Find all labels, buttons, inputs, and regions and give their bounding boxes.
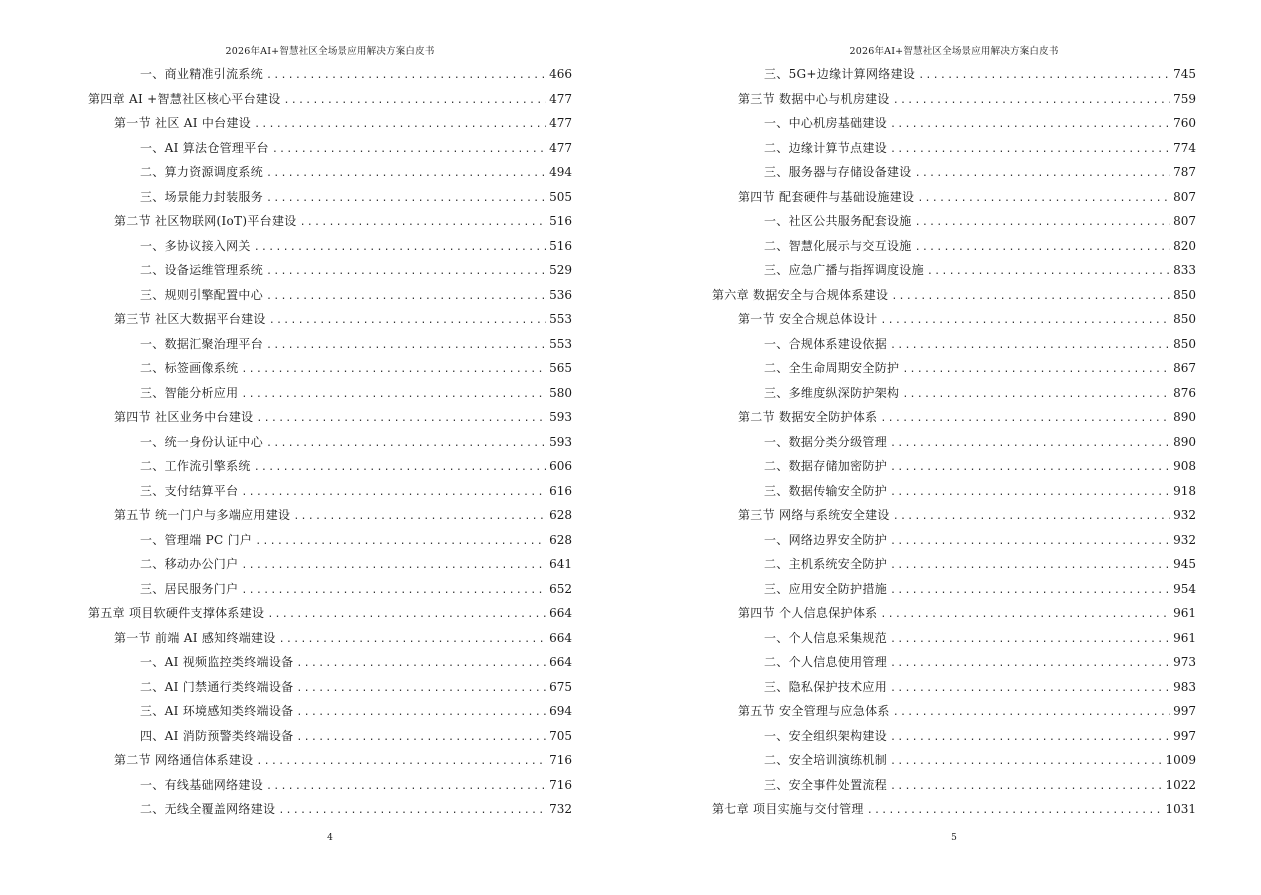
toc-leader-dots — [241, 383, 546, 408]
toc-entry-title: 一、个人信息采集规范 — [764, 630, 888, 645]
toc-entry-title: 第三节 社区大数据平台建设 — [114, 312, 266, 326]
toc-entry-page: 932 — [1173, 508, 1196, 522]
toc-entry[interactable] — [88, 699, 572, 724]
toc-leader-dots — [893, 89, 1170, 114]
toc-leader-dots — [296, 726, 546, 751]
toc-leader-dots — [254, 456, 546, 481]
toc-entry[interactable] — [712, 552, 1196, 577]
toc-entry-title: 四、AI 消防预警类终端设备 — [140, 728, 294, 743]
toc-entry-page: 593 — [549, 434, 572, 449]
toc-entry[interactable] — [88, 773, 572, 798]
toc-entry-page: 983 — [1173, 679, 1196, 694]
toc-entry[interactable] — [88, 136, 572, 161]
toc-entry-page: 1031 — [1165, 802, 1196, 816]
toc-entry-title: 第四章 AI +智慧社区核心平台建设 — [88, 91, 281, 106]
toc-entry-page: 760 — [1173, 116, 1196, 130]
toc-leader-dots — [266, 285, 546, 310]
toc-entry-page: 787 — [1173, 165, 1196, 179]
toc-entry[interactable] — [712, 454, 1196, 479]
toc-entry[interactable] — [712, 62, 1196, 87]
toc-entry-page: 628 — [549, 508, 572, 522]
toc-leader-dots — [241, 358, 546, 383]
toc-list — [712, 62, 1196, 822]
toc-entry-page: 516 — [549, 238, 572, 253]
toc-leader-dots — [890, 334, 1170, 359]
toc-entry[interactable] — [88, 797, 572, 822]
toc-entry-title: 一、网络边界安全防护 — [764, 532, 888, 547]
toc-entry-page: 1022 — [1165, 777, 1196, 792]
toc-entry-page: 1009 — [1165, 753, 1196, 767]
toc-leader-dots — [266, 162, 546, 187]
toc-entry-title: 第四节 个人信息保护体系 — [738, 606, 878, 620]
toc-leader-dots — [890, 530, 1170, 555]
toc-leader-dots — [266, 260, 546, 285]
toc-entry-page: 641 — [549, 557, 572, 571]
toc-entry-title: 二、设备运维管理系统 — [140, 263, 264, 277]
toc-page-right — [712, 0, 1196, 895]
toc-leader-dots — [256, 750, 546, 775]
toc-entry-title: 三、隐私保护技术应用 — [764, 679, 888, 694]
toc-leader-dots — [890, 456, 1170, 481]
toc-entry-page: 867 — [1173, 361, 1196, 375]
toc-entry[interactable] — [88, 185, 572, 210]
toc-leader-dots — [293, 505, 546, 530]
toc-entry-title: 一、安全组织架构建设 — [764, 728, 888, 743]
toc-entry-page: 820 — [1173, 238, 1196, 253]
toc-entry[interactable] — [712, 405, 1196, 430]
toc-entry-title: 一、中心机房基础建设 — [764, 116, 888, 130]
toc-entry-title: 三、居民服务门户 — [140, 581, 239, 596]
toc-entry-page: 580 — [549, 385, 572, 400]
toc-leader-dots — [880, 603, 1170, 628]
toc-leader-dots — [296, 701, 546, 726]
toc-entry-page: 945 — [1173, 557, 1196, 571]
toc-leader-dots — [296, 652, 546, 677]
toc-entry[interactable] — [712, 307, 1196, 332]
toc-entry-page: 890 — [1173, 410, 1196, 424]
toc-entry-title: 二、数据存储加密防护 — [764, 459, 888, 473]
toc-entry-title: 二、主机系统安全防护 — [764, 557, 888, 571]
toc-entry[interactable] — [88, 332, 572, 357]
toc-entry-title: 第七章 项目实施与交付管理 — [712, 802, 864, 816]
toc-leader-dots — [890, 775, 1162, 800]
toc-entry-title: 一、管理端 PC 门户 — [140, 532, 253, 547]
toc-entry-page: 807 — [1173, 214, 1196, 228]
toc-entry-title: 一、商业精准引流系统 — [140, 67, 264, 81]
toc-leader-dots — [278, 799, 546, 824]
toc-entry[interactable] — [712, 356, 1196, 381]
toc-entry[interactable] — [88, 209, 572, 234]
toc-entry-title: 第二节 社区物联网(IoT)平台建设 — [114, 214, 297, 228]
toc-entry[interactable] — [88, 160, 572, 185]
toc-entry-title: 三、数据传输安全防护 — [764, 483, 888, 498]
toc-entry[interactable] — [712, 332, 1196, 357]
running-header: 2026年AI+智慧社区全场景应用解决方案白皮书 — [849, 46, 1059, 57]
toc-entry[interactable] — [88, 283, 572, 308]
toc-entry-title: 三、应急广播与指挥调度设施 — [764, 263, 924, 277]
toc-entry-page: 477 — [549, 140, 572, 155]
toc-entry-page: 664 — [549, 655, 572, 669]
toc-entry[interactable] — [712, 479, 1196, 504]
toc-entry-title: 三、支付结算平台 — [140, 483, 239, 498]
toc-entry-page: 833 — [1173, 263, 1196, 277]
toc-entry[interactable] — [712, 797, 1196, 822]
toc-entry-page: 565 — [549, 361, 572, 375]
toc-entry-title: 一、数据分类分级管理 — [764, 434, 888, 449]
toc-entry-title: 二、无线全覆盖网络建设 — [140, 802, 276, 816]
toc-leader-dots — [891, 285, 1170, 310]
toc-entry-page: 593 — [549, 410, 572, 424]
toc-entry-page: 675 — [549, 679, 572, 694]
toc-entry[interactable] — [712, 160, 1196, 185]
toc-entry-page: 616 — [549, 483, 572, 498]
toc-entry[interactable] — [88, 601, 572, 626]
toc-leader-dots — [890, 628, 1170, 653]
toc-entry-page: 908 — [1173, 459, 1196, 473]
toc-leader-dots — [266, 775, 546, 800]
toc-entry-page: 505 — [549, 189, 572, 204]
toc-entry[interactable] — [88, 577, 572, 602]
toc-entry-title: 二、算力资源调度系统 — [140, 165, 264, 179]
toc-entry[interactable] — [712, 724, 1196, 749]
toc-leader-dots — [915, 162, 1170, 187]
toc-leader-dots — [284, 89, 547, 114]
toc-leader-dots — [890, 677, 1170, 702]
toc-entry[interactable] — [712, 773, 1196, 798]
toc-entry-page: 997 — [1173, 728, 1196, 743]
toc-leader-dots — [890, 579, 1170, 604]
toc-entry-page: 918 — [1173, 483, 1196, 498]
toc-entry-title: 第五节 安全管理与应急体系 — [738, 704, 890, 718]
toc-entry-page: 876 — [1173, 385, 1196, 400]
toc-entry[interactable] — [88, 454, 572, 479]
toc-entry[interactable] — [88, 405, 572, 430]
toc-leader-dots — [254, 113, 546, 138]
page-number: 5 — [951, 833, 957, 843]
toc-entry-title: 第一节 前端 AI 感知终端建设 — [114, 630, 276, 645]
toc-entry-title: 三、AI 环境感知类终端设备 — [140, 704, 294, 718]
toc-entry-title: 一、多协议接入网关 — [140, 238, 251, 253]
toc-entry-page: 652 — [549, 581, 572, 596]
toc-leader-dots — [272, 138, 546, 163]
toc-entry[interactable] — [88, 479, 572, 504]
toc-entry-title: 三、多维度纵深防护架构 — [764, 385, 900, 400]
toc-entry-title: 二、移动办公门户 — [140, 557, 239, 571]
toc-entry-title: 二、个人信息使用管理 — [764, 655, 888, 669]
toc-leader-dots — [890, 726, 1170, 751]
toc-entry[interactable] — [88, 87, 572, 112]
toc-leader-dots — [267, 603, 546, 628]
toc-entry[interactable] — [88, 258, 572, 283]
toc-entry-page: 694 — [549, 704, 572, 718]
toc-leader-dots — [902, 383, 1170, 408]
toc-entry-page: 536 — [549, 287, 572, 302]
toc-entry[interactable] — [88, 675, 572, 700]
toc-entry-page: 529 — [549, 263, 572, 277]
toc-leader-dots — [893, 701, 1170, 726]
toc-entry-page: 664 — [549, 606, 572, 620]
toc-entry-title: 三、应用安全防护措施 — [764, 581, 888, 596]
toc-entry-page: 705 — [549, 728, 572, 743]
toc-entry[interactable] — [88, 111, 572, 136]
toc-entry-title: 第四节 配套硬件与基础设施建设 — [738, 189, 915, 204]
toc-leader-dots — [890, 652, 1170, 677]
toc-leader-dots — [890, 750, 1162, 775]
toc-entry[interactable] — [88, 650, 572, 675]
toc-entry-page: 606 — [549, 459, 572, 473]
toc-entry-page: 932 — [1173, 532, 1196, 547]
page-number: 4 — [327, 833, 333, 843]
toc-leader-dots — [880, 309, 1170, 334]
toc-leader-dots — [256, 407, 546, 432]
toc-entry[interactable] — [712, 136, 1196, 161]
toc-entry[interactable] — [88, 430, 572, 455]
toc-entry-title: 三、规则引擎配置中心 — [140, 287, 264, 302]
toc-leader-dots — [890, 432, 1170, 457]
toc-entry-title: 一、合规体系建设依据 — [764, 336, 888, 351]
toc-list — [88, 62, 572, 822]
toc-entry-page: 745 — [1173, 67, 1196, 81]
toc-leader-dots — [266, 187, 546, 212]
toc-entry-page: 716 — [549, 753, 572, 767]
toc-entry-title: 二、边缘计算节点建设 — [764, 140, 888, 155]
toc-entry-title: 第四节 社区业务中台建设 — [114, 410, 254, 424]
toc-leader-dots — [269, 309, 546, 334]
toc-entry-title: 一、社区公共服务配套设施 — [764, 214, 912, 228]
toc-entry[interactable] — [712, 430, 1196, 455]
toc-entry[interactable] — [712, 234, 1196, 259]
toc-entry[interactable] — [712, 87, 1196, 112]
toc-entry[interactable] — [712, 503, 1196, 528]
toc-entry-page: 850 — [1173, 312, 1196, 326]
toc-entry-title: 二、安全培训演练机制 — [764, 753, 888, 767]
toc-entry-page: 890 — [1173, 434, 1196, 449]
toc-leader-dots — [915, 211, 1170, 236]
toc-entry[interactable] — [712, 626, 1196, 651]
toc-entry[interactable] — [712, 111, 1196, 136]
toc-entry-title: 一、数据汇聚治理平台 — [140, 336, 264, 351]
toc-entry-title: 第一节 安全合规总体设计 — [738, 312, 878, 326]
toc-entry-title: 三、服务器与存储设备建设 — [764, 165, 912, 179]
toc-entry[interactable] — [88, 381, 572, 406]
toc-leader-dots — [890, 481, 1170, 506]
toc-entry[interactable] — [712, 650, 1196, 675]
toc-entry[interactable] — [88, 528, 572, 553]
toc-entry-page: 516 — [549, 214, 572, 228]
toc-entry-page: 477 — [549, 91, 572, 106]
toc-entry-page: 759 — [1173, 91, 1196, 106]
toc-entry-title: 第二节 数据安全防护体系 — [738, 410, 878, 424]
toc-leader-dots — [915, 236, 1170, 261]
toc-leader-dots — [255, 530, 546, 555]
toc-leader-dots — [241, 579, 546, 604]
toc-leader-dots — [890, 113, 1170, 138]
toc-entry-title: 二、智慧化展示与交互设施 — [764, 238, 912, 253]
toc-entry-title: 二、AI 门禁通行类终端设备 — [140, 679, 294, 694]
toc-entry-title: 二、全生命周期安全防护 — [764, 361, 900, 375]
toc-entry[interactable] — [712, 209, 1196, 234]
toc-entry-title: 第一节 社区 AI 中台建设 — [114, 116, 252, 130]
toc-leader-dots — [241, 481, 546, 506]
toc-leader-dots — [917, 187, 1170, 212]
toc-entry[interactable] — [88, 724, 572, 749]
toc-entry[interactable] — [712, 381, 1196, 406]
toc-leader-dots — [254, 236, 546, 261]
toc-leader-dots — [893, 505, 1170, 530]
toc-entry-title: 二、标签画像系统 — [140, 361, 239, 375]
toc-entry-page: 954 — [1173, 581, 1196, 596]
toc-entry[interactable] — [88, 234, 572, 259]
toc-entry[interactable] — [88, 503, 572, 528]
toc-entry-title: 一、有线基础网络建设 — [140, 777, 264, 792]
toc-entry[interactable] — [88, 62, 572, 87]
toc-entry[interactable] — [712, 699, 1196, 724]
toc-entry-title: 第二节 网络通信体系建设 — [114, 753, 254, 767]
toc-entry-page: 973 — [1173, 655, 1196, 669]
toc-leader-dots — [880, 407, 1170, 432]
toc-entry-page: 664 — [549, 630, 572, 645]
toc-entry-title: 三、5G+边缘计算网络建设 — [764, 67, 916, 81]
toc-entry-title: 三、智能分析应用 — [140, 385, 239, 400]
running-header: 2026年AI+智慧社区全场景应用解决方案白皮书 — [225, 46, 435, 57]
toc-leader-dots — [241, 554, 546, 579]
toc-entry[interactable] — [712, 601, 1196, 626]
toc-entry[interactable] — [88, 307, 572, 332]
toc-entry[interactable] — [88, 626, 572, 651]
toc-entry-title: 第六章 数据安全与合规体系建设 — [712, 287, 889, 302]
toc-leader-dots — [266, 64, 546, 89]
toc-entry-page: 774 — [1173, 140, 1196, 155]
toc-entry[interactable] — [712, 577, 1196, 602]
toc-entry-title: 一、统一身份认证中心 — [140, 434, 264, 449]
toc-entry-page: 477 — [549, 116, 572, 130]
toc-leader-dots — [927, 260, 1170, 285]
toc-entry[interactable] — [712, 185, 1196, 210]
toc-entry-title: 第三节 网络与系统安全建设 — [738, 508, 890, 522]
toc-entry-page: 807 — [1173, 189, 1196, 204]
toc-entry-title: 三、安全事件处置流程 — [764, 777, 888, 792]
toc-entry[interactable] — [712, 528, 1196, 553]
toc-entry-title: 一、AI 视频监控类终端设备 — [140, 655, 294, 669]
toc-entry-title: 二、工作流引擎系统 — [140, 459, 251, 473]
toc-entry[interactable] — [712, 675, 1196, 700]
toc-entry[interactable] — [712, 283, 1196, 308]
toc-entry-page: 494 — [549, 165, 572, 179]
toc-entry-title: 三、场景能力封装服务 — [140, 189, 264, 204]
toc-entry-title: 一、AI 算法仓管理平台 — [140, 140, 269, 155]
toc-entry-page: 553 — [549, 312, 572, 326]
toc-leader-dots — [296, 677, 546, 702]
toc-entry-page: 716 — [549, 777, 572, 792]
toc-entry-page: 997 — [1173, 704, 1196, 718]
toc-entry-page: 961 — [1173, 606, 1196, 620]
toc-entry-page: 553 — [549, 336, 572, 351]
toc-entry[interactable] — [712, 748, 1196, 773]
toc-entry-page: 850 — [1173, 287, 1196, 302]
toc-entry-page: 732 — [549, 802, 572, 816]
toc-leader-dots — [867, 799, 1163, 824]
toc-page-left — [88, 0, 572, 895]
toc-entry[interactable] — [88, 748, 572, 773]
toc-entry-page: 466 — [549, 67, 572, 81]
toc-leader-dots — [902, 358, 1170, 383]
toc-leader-dots — [890, 138, 1170, 163]
toc-leader-dots — [890, 554, 1170, 579]
toc-entry[interactable] — [712, 258, 1196, 283]
toc-leader-dots — [266, 432, 546, 457]
toc-entry-page: 961 — [1173, 630, 1196, 645]
toc-entry-page: 850 — [1173, 336, 1196, 351]
toc-leader-dots — [300, 211, 547, 236]
toc-leader-dots — [918, 64, 1170, 89]
toc-entry-title: 第五节 统一门户与多端应用建设 — [114, 508, 291, 522]
toc-entry[interactable] — [88, 356, 572, 381]
toc-entry-title: 第五章 项目软硬件支撑体系建设 — [88, 606, 265, 620]
toc-entry-title: 第三节 数据中心与机房建设 — [738, 91, 890, 106]
toc-entry-page: 628 — [549, 532, 572, 547]
toc-leader-dots — [279, 628, 546, 653]
toc-entry[interactable] — [88, 552, 572, 577]
toc-leader-dots — [266, 334, 546, 359]
